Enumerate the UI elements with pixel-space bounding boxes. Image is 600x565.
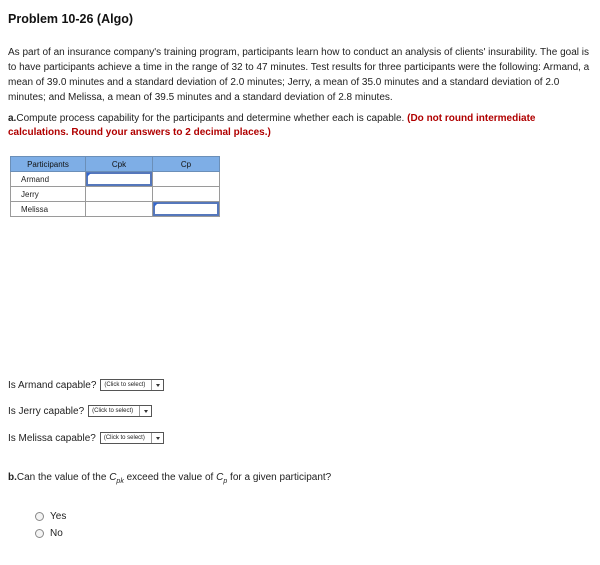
no-option[interactable] bbox=[35, 528, 63, 539]
jerry-capable-question bbox=[8, 405, 152, 417]
chevron-down-icon bbox=[156, 437, 160, 440]
problem-statement: As part of an insurance company's training program, participants learn how to conduct an analysis of clients' insurability. The goal is to have participants achieve a time in the range of 32 to 47 minutes. Test results for three participants were the following: Armand, a mean of 39.0 minutes and a standard deviation of 2.0 minutes; Jerry, a mean of 35.0 minutes and a standard deviation of 2.0 minutes; and Melissa, a mean of 39.5 minutes and a standard deviation of 2.8 minutes. bbox=[8, 47, 590, 103]
jerry-cpk-cell[interactable] bbox=[86, 187, 153, 202]
melissa-cpk-cell[interactable] bbox=[86, 202, 153, 217]
select-value: (Click to select) bbox=[104, 382, 146, 388]
capability-table bbox=[10, 156, 220, 217]
chevron-down-icon bbox=[144, 410, 148, 413]
select-divider bbox=[151, 433, 152, 443]
question-text: Is Melissa capable? bbox=[8, 432, 96, 444]
radio-no[interactable] bbox=[35, 529, 44, 538]
part-a-instructions bbox=[8, 112, 592, 140]
radio-yes[interactable] bbox=[35, 512, 44, 521]
participant-name: Jerry bbox=[11, 187, 86, 202]
header-participants: Participants bbox=[11, 157, 86, 172]
header-cp: Cp bbox=[153, 157, 220, 172]
part-a-label: a. bbox=[8, 113, 17, 124]
select-value: (Click to select) bbox=[92, 408, 134, 414]
participant-name: Armand bbox=[11, 172, 86, 187]
part-a-text: Compute process capability for the participants and determine whether each is capable. bbox=[16, 113, 405, 124]
input-marker-icon bbox=[87, 173, 91, 177]
melissa-cp-cell bbox=[153, 202, 220, 217]
participant-name: Melissa bbox=[11, 202, 86, 217]
select-value: (Click to select) bbox=[103, 435, 145, 441]
jerry-capable-select[interactable] bbox=[88, 405, 152, 417]
page-title: Problem 10-26 (Algo) bbox=[8, 12, 134, 26]
armand-capable-question bbox=[8, 379, 164, 391]
melissa-cp-input[interactable] bbox=[153, 202, 219, 216]
chevron-down-icon bbox=[156, 384, 160, 387]
select-divider bbox=[151, 380, 152, 390]
question-text: Is Armand capable? bbox=[8, 379, 97, 391]
table-row bbox=[11, 172, 220, 187]
input-marker-icon bbox=[154, 203, 158, 207]
table-row bbox=[11, 187, 220, 202]
melissa-capable-select[interactable] bbox=[100, 432, 164, 444]
part-b-label: b. bbox=[8, 472, 17, 483]
armand-cpk-cell bbox=[86, 172, 153, 187]
melissa-capable-question bbox=[8, 432, 164, 444]
select-divider bbox=[139, 406, 140, 416]
cp-symbol: $C_p$ bbox=[216, 472, 228, 485]
yes-option[interactable] bbox=[35, 511, 66, 522]
cpk-symbol: $C_{pk}$ bbox=[109, 472, 124, 485]
part-b-question: b.Can the value of the $C_{pk}$ exceed the value of $C_p$ for a given participant? bbox=[8, 472, 332, 485]
jerry-cp-cell[interactable] bbox=[153, 187, 220, 202]
table-header-row bbox=[11, 157, 220, 172]
table-row bbox=[11, 202, 220, 217]
armand-capable-select[interactable] bbox=[100, 379, 164, 391]
option-label: Yes bbox=[50, 511, 67, 522]
option-label: No bbox=[50, 528, 63, 539]
armand-cpk-input[interactable] bbox=[86, 172, 152, 186]
rounding-warning: (Do not round intermediate calculations. Round your answers to 2 decimal places.) bbox=[8, 113, 536, 138]
header-cpk: Cpk bbox=[86, 157, 153, 172]
armand-cp-cell[interactable] bbox=[153, 172, 220, 187]
question-text: Is Jerry capable? bbox=[8, 405, 85, 417]
